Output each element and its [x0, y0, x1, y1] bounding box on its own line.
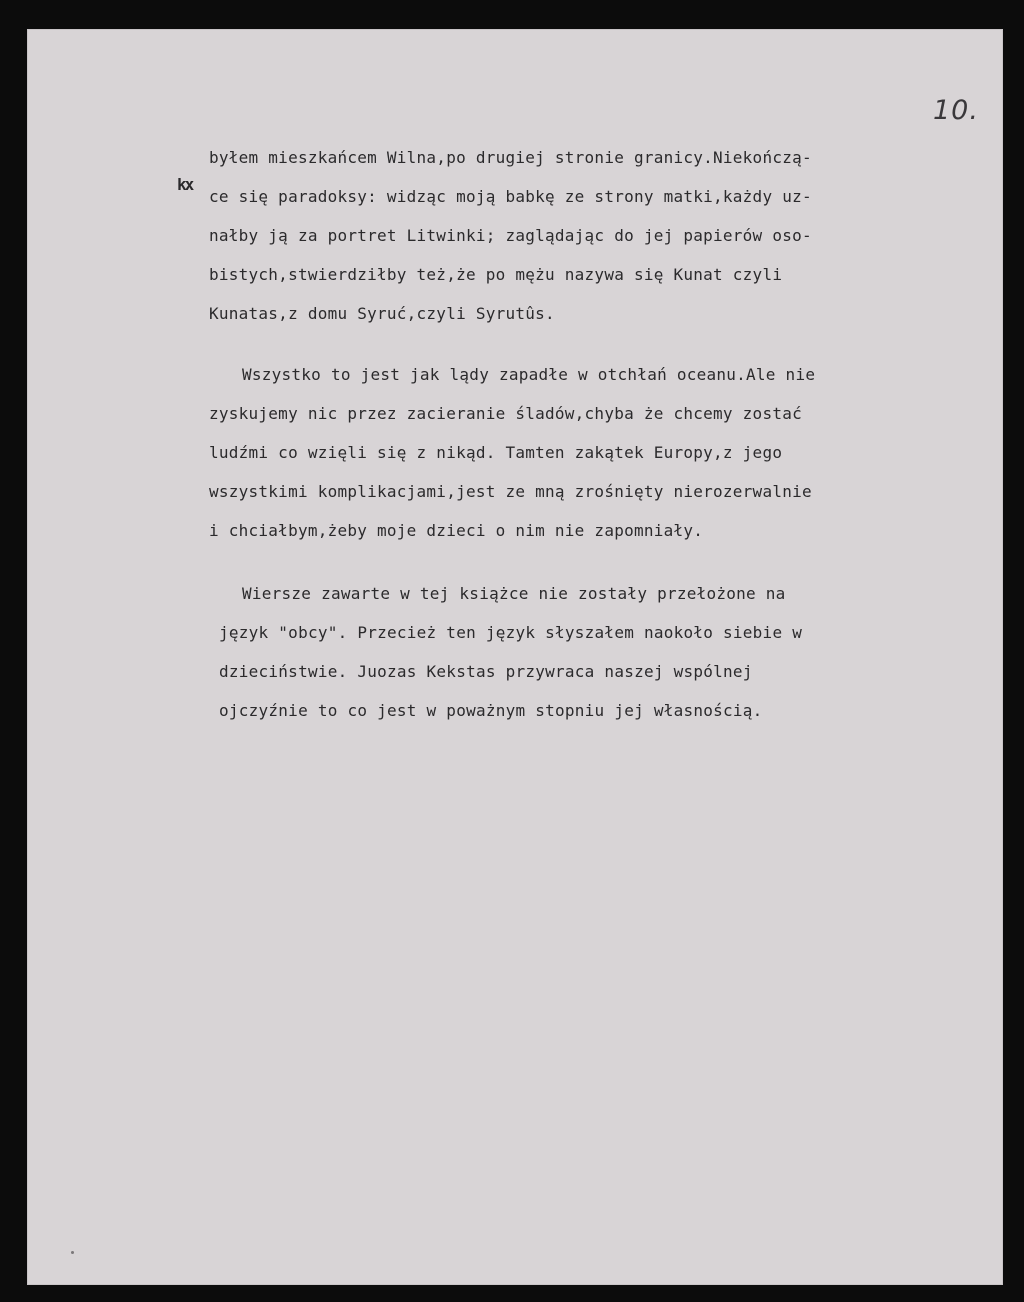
paragraph-2-line-2: zyskujemy nic przez zacieranie śladów,chyba że chcemy zostać: [209, 404, 802, 423]
paragraph-1-line-4: bistych,stwierdziłby też,że po mężu nazywa się Kunat czyli: [209, 265, 783, 284]
page-number: 10.: [933, 95, 979, 126]
paragraph-2-line-1: Wszystko to jest jak lądy zapadłe w otchłań oceanu.Ale nie: [242, 365, 816, 384]
paragraph-3-line-2: język "obcy". Przecież ten język słyszałem naokoło siebie w: [219, 623, 803, 642]
paragraph-2-line-5: i chciałbym,żeby moje dzieci o nim nie zapomniały.: [209, 521, 704, 540]
paragraph-1-line-5: Kunatas,z domu Syruć,czyli Syrutûs.: [209, 304, 555, 323]
paragraph-1-line-3: nałby ją za portret Litwinki; zaglądając do jej papierów oso-: [209, 226, 812, 245]
paragraph-3-line-4: ojczyźnie to co jest w poważnym stopniu jej własnością.: [219, 701, 763, 720]
paragraph-1-line-1: byłem mieszkańcem Wilna,po drugiej stronie granicy.Niekończą-: [209, 148, 812, 167]
paragraph-3-line-1: Wiersze zawarte w tej książce nie zostały przełożone na: [242, 584, 786, 603]
margin-mark: kx: [177, 175, 193, 194]
paragraph-2-line-4: wszystkimi komplikacjami,jest ze mną zrośnięty nierozerwalnie: [209, 482, 812, 501]
paper-speck: [71, 1251, 74, 1254]
paragraph-2-line-3: ludźmi co wzięli się z nikąd. Tamten zakątek Europy,z jego: [209, 443, 783, 462]
paragraph-1-line-2: ce się paradoksy: widząc moją babkę ze strony matki,każdy uz-: [209, 187, 812, 206]
typewritten-page: [27, 29, 1003, 1285]
paragraph-3-line-3: dzieciństwie. Juozas Kekstas przywraca naszej wspólnej: [219, 662, 753, 681]
